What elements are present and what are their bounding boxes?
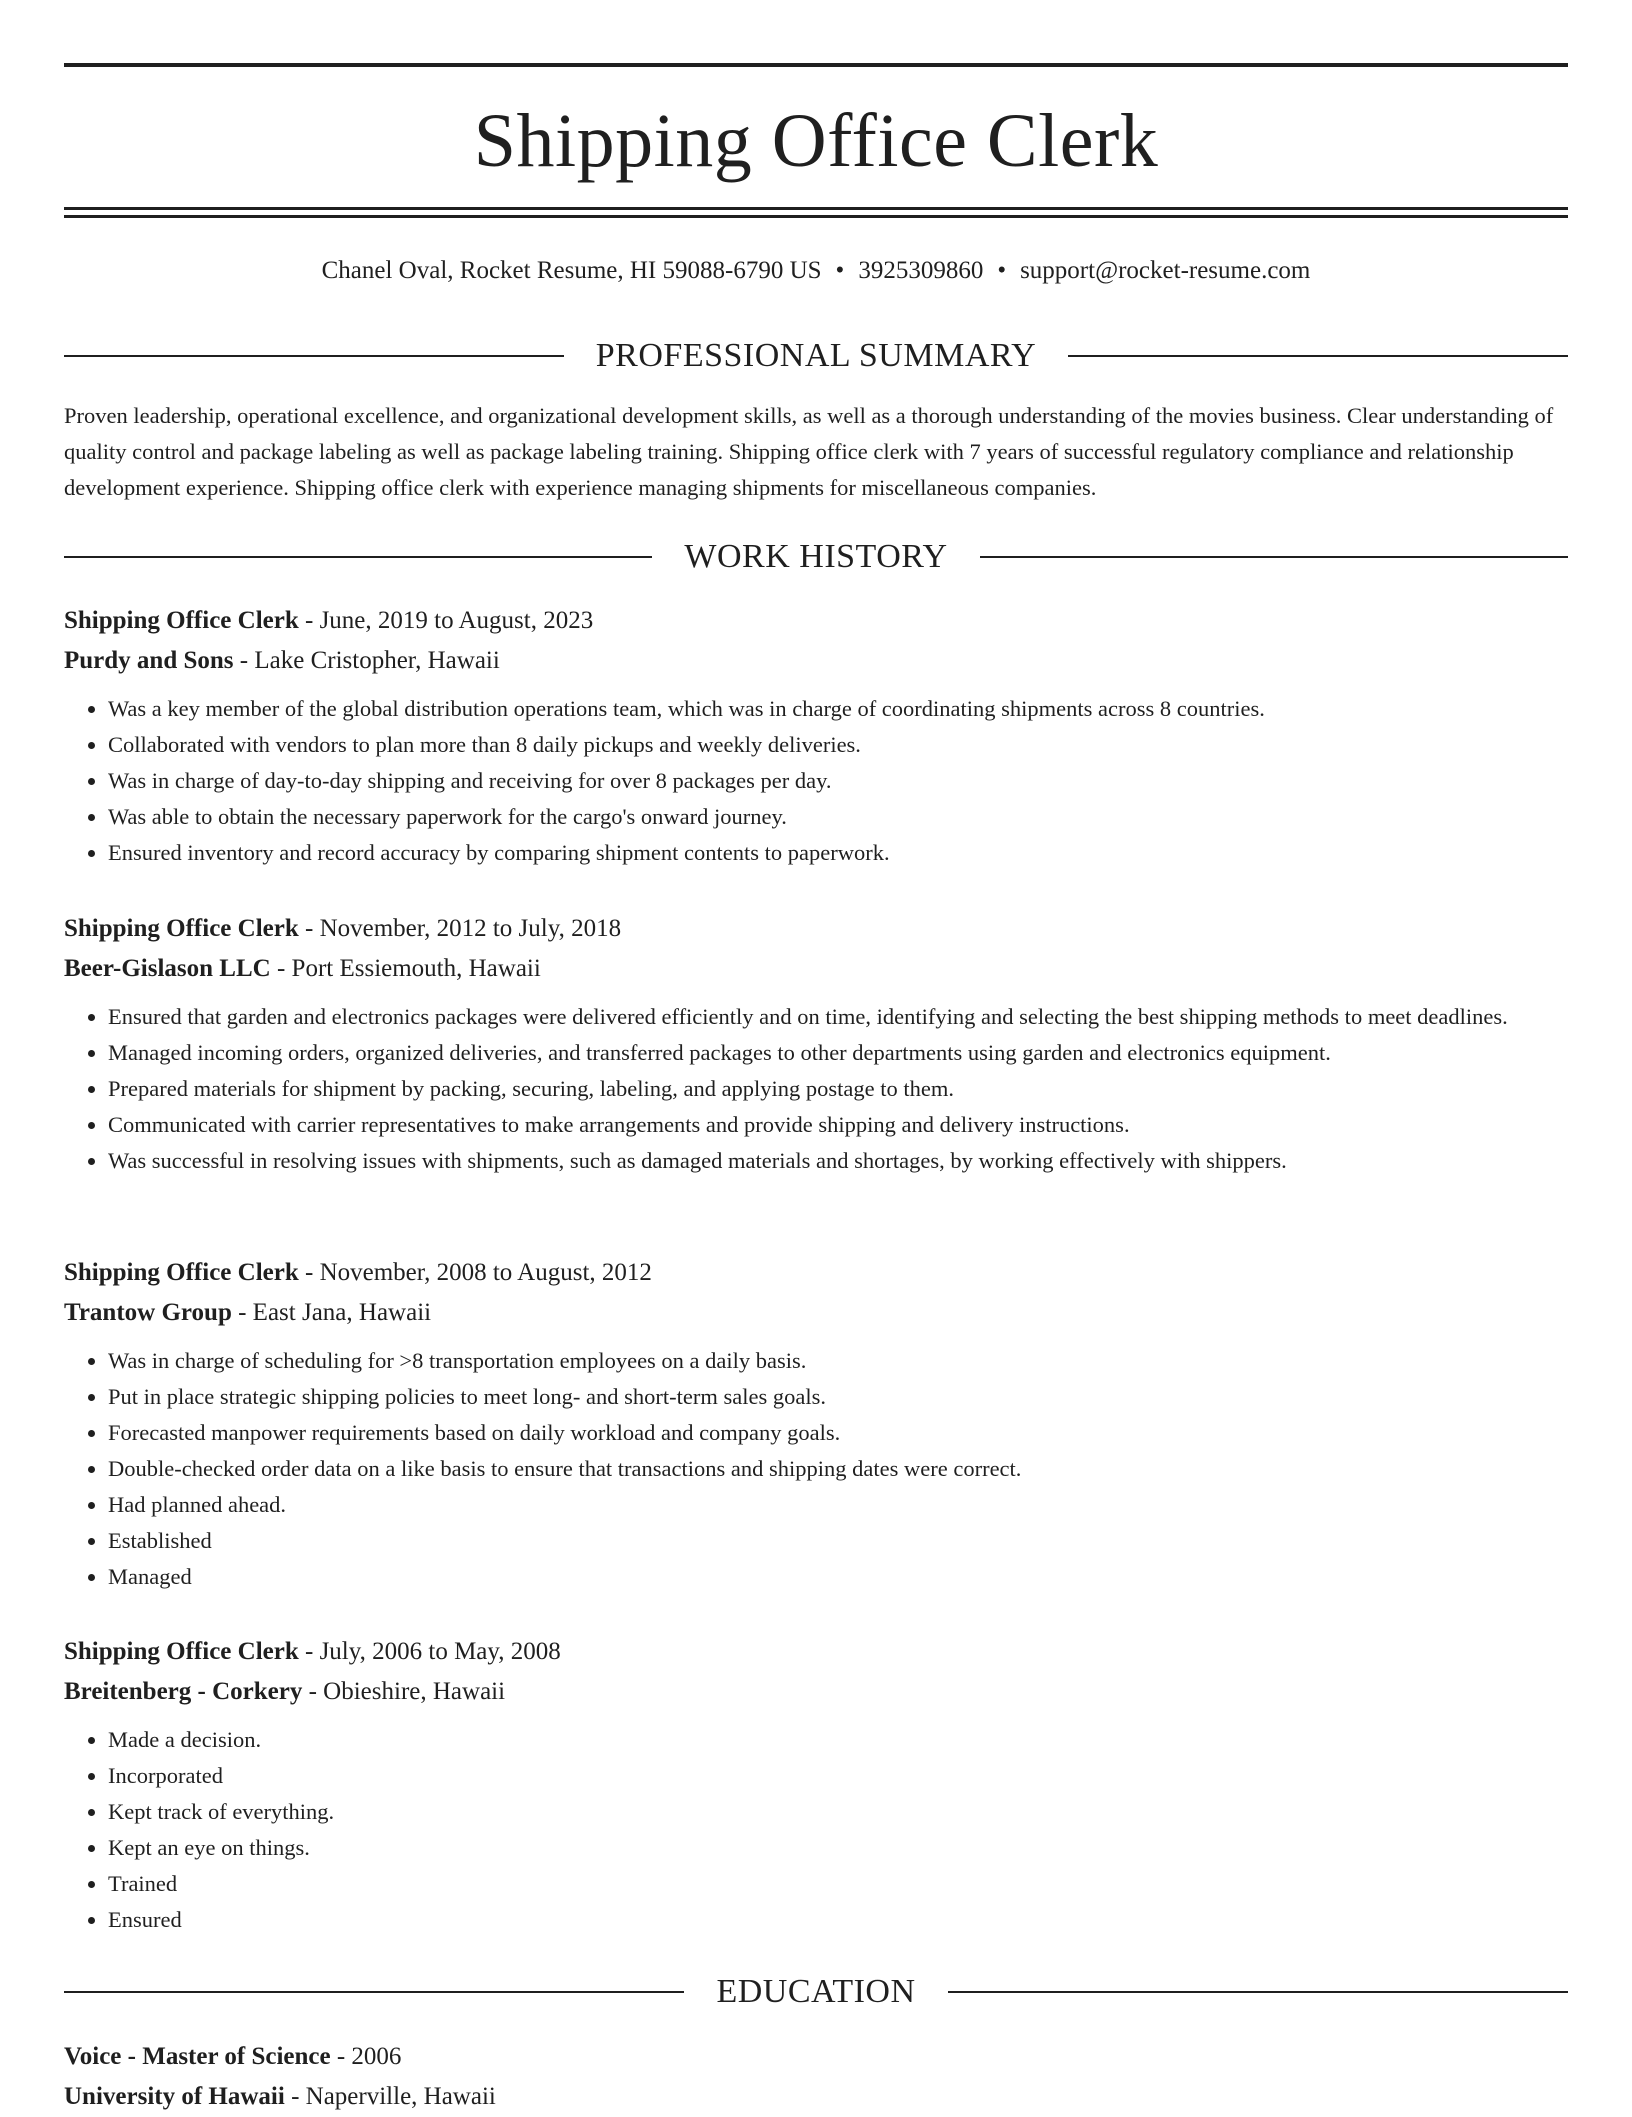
job-bullets xyxy=(64,999,1568,1179)
title-double-rule-lower xyxy=(64,215,1568,218)
job-company-line xyxy=(64,641,1568,681)
list-item: • Collaborated with vendors to plan more than 8 daily pickups and weekly deliveries. xyxy=(108,727,1568,763)
heading-rule-right xyxy=(1068,355,1568,357)
job-dates: - November, 2008 to August, 2012 xyxy=(298,1259,652,1286)
list-item: • Ensured inventory and record accuracy by comparing shipment contents to paperwork. xyxy=(108,835,1568,871)
job-entry xyxy=(64,909,1568,1179)
heading-rule-right xyxy=(980,556,1568,558)
list-item: • Communicated with carrier representatives to make arrangements and provide shipping and delivery instructions. xyxy=(108,1107,1568,1143)
section-title: WORK HISTORY xyxy=(684,538,948,575)
page-title: Shipping Office Clerk xyxy=(473,99,1159,183)
list-item: • Double-checked order data on a like basis to ensure that transactions and shipping dates were correct. xyxy=(108,1451,1568,1487)
list-item: • Was in charge of day-to-day shipping and receiving for over 8 packages per day. xyxy=(108,763,1568,799)
job-company: Beer-Gislason LLC xyxy=(64,955,271,982)
list-item: • Ensured that garden and electronics packages were delivered efficiently and on time, identifying and selecting the best shipping methods to meet deadlines. xyxy=(108,999,1568,1035)
contact-address: Chanel Oval, Rocket Resume, HI 59088-6790 US xyxy=(321,257,822,284)
job-company-line xyxy=(64,949,1568,989)
list-item: • Kept an eye on things. xyxy=(108,1830,1568,1866)
job-entry xyxy=(64,601,1568,871)
job-title-line xyxy=(64,1253,1568,1293)
section-heading-work xyxy=(64,537,1568,577)
heading-rule-right xyxy=(948,1991,1568,1993)
list-item: • Incorporated xyxy=(108,1758,1568,1794)
list-item: • Prepared materials for shipment by packing, securing, labeling, and applying postage to them. xyxy=(108,1071,1568,1107)
job-company: Trantow Group xyxy=(64,1299,232,1326)
job-title: Shipping Office Clerk xyxy=(64,1259,299,1286)
section-heading-summary xyxy=(64,336,1568,376)
job-company: Purdy and Sons xyxy=(64,647,234,674)
education-school: University of Hawaii xyxy=(64,2083,285,2110)
list-item: • Established xyxy=(108,1523,1568,1559)
job-bullets xyxy=(64,1722,1568,1938)
list-item: • Had planned ahead. xyxy=(108,1487,1568,1523)
heading-rule-left xyxy=(64,556,652,558)
job-company-line xyxy=(64,1293,1568,1333)
job-company-line xyxy=(64,1672,1568,1712)
job-dates: - June, 2019 to August, 2023 xyxy=(298,607,594,634)
list-item: • Managed incoming orders, organized deliveries, and transferred packages to other departments using garden and electronics equipment. xyxy=(108,1035,1568,1071)
job-bullets xyxy=(64,1343,1568,1595)
job-dates: - July, 2006 to May, 2008 xyxy=(298,1638,561,1665)
title-double-rule-upper xyxy=(64,207,1568,210)
job-bullets xyxy=(64,691,1568,871)
contact-separator: • xyxy=(997,257,1007,284)
list-item: • Ensured xyxy=(108,1902,1568,1938)
summary-text: Proven leadership, operational excellence, and organizational development skills, as well as a thorough understanding of the movies business. Clear understanding of quality control and package labeling as well as package labeling training. Shipping office clerk with 7 years of successful regulatory compliance and relationship development experience. Shipping office clerk with experience managing shipments for miscellaneous companies. xyxy=(64,403,1554,500)
job-title-line xyxy=(64,601,1568,641)
education-year: - 2006 xyxy=(330,2043,402,2070)
section-title: EDUCATION xyxy=(716,1973,916,2010)
contact-email: support@rocket-resume.com xyxy=(1020,257,1311,284)
education-degree: Voice - Master of Science xyxy=(64,2043,331,2070)
contact-line xyxy=(64,253,1568,289)
education-entry xyxy=(64,2037,1568,2117)
job-entry xyxy=(64,1253,1568,1595)
job-title: Shipping Office Clerk xyxy=(64,1638,299,1665)
list-item: • Put in place strategic shipping policies to meet long- and short-term sales goals. xyxy=(108,1379,1568,1415)
contact-phone: 3925309860 xyxy=(858,257,984,284)
job-location: - East Jana, Hawaii xyxy=(231,1299,432,1326)
list-item: • Was able to obtain the necessary paperwork for the cargo's onward journey. xyxy=(108,799,1568,835)
job-title-line xyxy=(64,909,1568,949)
top-rule xyxy=(64,63,1568,67)
list-item: • Was a key member of the global distribution operations team, which was in charge of coordinating shipments across 8 countries. xyxy=(108,691,1568,727)
job-title-line xyxy=(64,1632,1568,1672)
section-heading-education xyxy=(64,1972,1568,2012)
education-degree-line xyxy=(64,2037,1568,2077)
job-company: Breitenberg - Corkery xyxy=(64,1678,303,1705)
job-title: Shipping Office Clerk xyxy=(64,915,299,942)
education-school-line xyxy=(64,2077,1568,2117)
list-item: • Managed xyxy=(108,1559,1568,1595)
heading-rule-left xyxy=(64,1991,684,1993)
contact-separator: • xyxy=(835,257,845,284)
list-item: • Trained xyxy=(108,1866,1568,1902)
section-title: PROFESSIONAL SUMMARY xyxy=(595,337,1037,374)
job-entry xyxy=(64,1632,1568,1938)
list-item: • Was successful in resolving issues with shipments, such as damaged materials and shortages, by working effectively with shippers. xyxy=(108,1143,1568,1179)
list-item: • Kept track of everything. xyxy=(108,1794,1568,1830)
education-location: - Naperville, Hawaii xyxy=(284,2083,496,2110)
job-location: - Port Essiemouth, Hawaii xyxy=(270,955,541,982)
job-dates: - November, 2012 to July, 2018 xyxy=(298,915,622,942)
job-title: Shipping Office Clerk xyxy=(64,607,299,634)
list-item: • Forecasted manpower requirements based on daily workload and company goals. xyxy=(108,1415,1568,1451)
heading-rule-left xyxy=(64,355,564,357)
list-item: • Was in charge of scheduling for >8 transportation employees on a daily basis. xyxy=(108,1343,1568,1379)
job-location: - Obieshire, Hawaii xyxy=(302,1678,506,1705)
list-item: • Made a decision. xyxy=(108,1722,1568,1758)
job-location: - Lake Cristopher, Hawaii xyxy=(233,647,500,674)
